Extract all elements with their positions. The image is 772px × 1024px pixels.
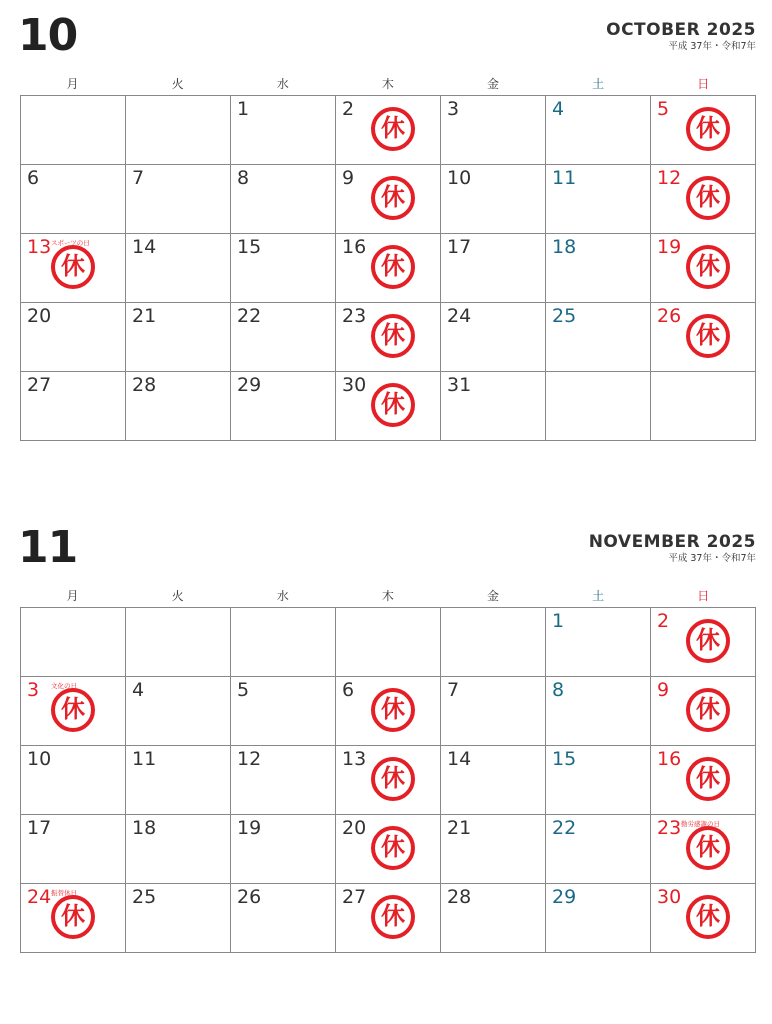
day-number: 19 [237, 817, 262, 839]
day-number: 12 [237, 748, 262, 770]
weekday-label: 金 [487, 589, 500, 603]
day-number: 8 [552, 679, 565, 701]
day-number: 2 [342, 98, 355, 120]
day-number: 23 [342, 305, 367, 327]
day-number: 5 [237, 679, 250, 701]
calendar-day-cell [126, 372, 231, 441]
calendar-day-cell [651, 746, 756, 815]
closed-day-mark: 休 [686, 895, 730, 939]
day-number: 1 [552, 610, 565, 632]
calendar-day-cell [651, 234, 756, 303]
calendar-day-cell [21, 677, 126, 746]
day-number: 10 [447, 167, 472, 189]
calendar-day-cell [231, 815, 336, 884]
day-number: 28 [132, 374, 157, 396]
day-number: 22 [552, 817, 577, 839]
calendar-day-cell [546, 608, 651, 677]
calendar-day-cell [231, 884, 336, 953]
calendar-day-cell [21, 303, 126, 372]
calendar-day-cell [546, 96, 651, 165]
month-title-en: NOVEMBER 2025 [588, 532, 756, 552]
day-number: 26 [237, 886, 262, 908]
day-number: 23 [657, 817, 682, 839]
weekday-label: 土 [592, 77, 605, 91]
calendar-day-cell [21, 815, 126, 884]
empty-cell [336, 608, 441, 677]
calendar-day-cell [21, 165, 126, 234]
day-number: 25 [552, 305, 577, 327]
calendar-day-cell [546, 884, 651, 953]
calendar-day-cell [441, 815, 546, 884]
empty-cell [126, 96, 231, 165]
day-number: 1 [237, 98, 250, 120]
day-number: 11 [132, 748, 157, 770]
calendar-day-cell [126, 677, 231, 746]
day-number: 16 [657, 748, 682, 770]
calendar-day-cell [651, 96, 756, 165]
day-number: 20 [342, 817, 367, 839]
calendar-day-cell [126, 303, 231, 372]
calendar-day-cell [21, 234, 126, 303]
holiday-name: スポーツの日 [51, 239, 90, 247]
day-number: 17 [447, 236, 472, 258]
closed-day-mark: 休 [371, 826, 415, 870]
day-number: 4 [552, 98, 565, 120]
calendar-day-cell [651, 677, 756, 746]
empty-cell [21, 608, 126, 677]
calendar-day-cell [336, 884, 441, 953]
holiday-name: 振替休日 [51, 889, 77, 897]
day-number: 15 [552, 748, 577, 770]
calendar-day-cell [231, 303, 336, 372]
closed-day-mark: 休 [686, 688, 730, 732]
calendar-day-cell [231, 96, 336, 165]
calendar-day-cell [126, 746, 231, 815]
day-number: 6 [342, 679, 355, 701]
closed-day-mark: 休 [371, 176, 415, 220]
calendar-day-cell [651, 884, 756, 953]
calendar-day-cell [231, 372, 336, 441]
month-number: 11 [18, 522, 78, 573]
day-number: 19 [657, 236, 682, 258]
calendar-day-cell [651, 303, 756, 372]
closed-day-mark: 休 [686, 107, 730, 151]
calendar-day-cell [546, 746, 651, 815]
weekday-header [20, 587, 756, 605]
calendar-day-cell [336, 746, 441, 815]
day-number: 7 [447, 679, 460, 701]
weekday-header [20, 75, 756, 93]
calendar-day-cell [231, 677, 336, 746]
day-number: 24 [447, 305, 472, 327]
month-title-jp: 平成 37年・令和7年 [668, 553, 756, 564]
empty-cell [651, 372, 756, 441]
weekday-label: 月 [66, 589, 79, 603]
day-number: 3 [27, 679, 40, 701]
calendar-day-cell [336, 96, 441, 165]
empty-cell [441, 608, 546, 677]
closed-day-mark: 休 [686, 757, 730, 801]
month-title-jp: 平成 37年・令和7年 [668, 41, 756, 52]
calendar-day-cell [336, 303, 441, 372]
closed-day-mark: 休 [371, 688, 415, 732]
calendar-day-cell [126, 815, 231, 884]
calendar-day-cell [546, 165, 651, 234]
calendar-day-cell [546, 234, 651, 303]
day-number: 2 [657, 610, 670, 632]
calendar-day-cell [441, 303, 546, 372]
day-number: 12 [657, 167, 682, 189]
closed-day-mark: 休 [51, 245, 95, 289]
day-number: 5 [657, 98, 670, 120]
holiday-name: 勤労感謝の日 [681, 820, 720, 828]
closed-day-mark: 休 [51, 688, 95, 732]
day-number: 27 [342, 886, 367, 908]
calendar-day-cell [651, 815, 756, 884]
day-number: 30 [657, 886, 682, 908]
closed-day-mark: 休 [686, 245, 730, 289]
day-number: 21 [132, 305, 157, 327]
calendar-day-cell [441, 234, 546, 303]
day-number: 10 [27, 748, 52, 770]
weekday-label: 火 [171, 589, 184, 603]
day-number: 29 [237, 374, 262, 396]
calendar-day-cell [441, 746, 546, 815]
day-number: 17 [27, 817, 52, 839]
calendar-day-cell [441, 884, 546, 953]
calendar-day-cell [21, 372, 126, 441]
day-number: 25 [132, 886, 157, 908]
calendar-day-cell [231, 165, 336, 234]
calendar-day-cell [441, 165, 546, 234]
calendar-day-cell [546, 303, 651, 372]
day-number: 30 [342, 374, 367, 396]
calendar-day-cell [336, 234, 441, 303]
day-number: 24 [27, 886, 52, 908]
day-number: 14 [132, 236, 157, 258]
day-number: 20 [27, 305, 52, 327]
weekday-label: 水 [276, 77, 289, 91]
weekday-label: 木 [381, 77, 394, 91]
weekday-label: 月 [66, 77, 79, 91]
day-number: 29 [552, 886, 577, 908]
empty-cell [126, 608, 231, 677]
closed-day-mark: 休 [686, 826, 730, 870]
day-number: 28 [447, 886, 472, 908]
calendar-day-cell [231, 746, 336, 815]
calendar-day-cell [231, 234, 336, 303]
empty-cell [231, 608, 336, 677]
day-number: 31 [447, 374, 472, 396]
closed-day-mark: 休 [686, 176, 730, 220]
closed-day-mark: 休 [371, 383, 415, 427]
calendar-day-cell [546, 677, 651, 746]
calendar-day-cell [336, 815, 441, 884]
closed-day-mark: 休 [371, 107, 415, 151]
closed-day-mark: 休 [686, 314, 730, 358]
closed-day-mark: 休 [371, 757, 415, 801]
weekday-label: 水 [276, 589, 289, 603]
calendar-day-cell [441, 372, 546, 441]
calendar-day-cell [126, 165, 231, 234]
day-number: 18 [132, 817, 157, 839]
weekday-label: 土 [592, 589, 605, 603]
day-number: 27 [27, 374, 52, 396]
calendar-day-cell [21, 884, 126, 953]
day-number: 15 [237, 236, 262, 258]
weekday-label: 日 [697, 589, 710, 603]
empty-cell [21, 96, 126, 165]
closed-day-mark: 休 [371, 314, 415, 358]
day-number: 7 [132, 167, 145, 189]
calendar-day-cell [336, 677, 441, 746]
closed-day-mark: 休 [51, 895, 95, 939]
closed-day-mark: 休 [686, 619, 730, 663]
calendar-day-cell [336, 165, 441, 234]
calendar-day-cell [21, 746, 126, 815]
weekday-label: 火 [171, 77, 184, 91]
holiday-name: 文化の日 [51, 682, 77, 690]
calendar-day-cell [126, 884, 231, 953]
day-number: 4 [132, 679, 145, 701]
calendar-grid [20, 607, 756, 953]
day-number: 3 [447, 98, 460, 120]
day-number: 16 [342, 236, 367, 258]
day-number: 8 [237, 167, 250, 189]
day-number: 11 [552, 167, 577, 189]
day-number: 13 [342, 748, 367, 770]
day-number: 9 [342, 167, 355, 189]
month-title-en: OCTOBER 2025 [606, 20, 756, 40]
calendar-day-cell [126, 234, 231, 303]
closed-day-mark: 休 [371, 245, 415, 289]
day-number: 18 [552, 236, 577, 258]
day-number: 6 [27, 167, 40, 189]
calendar-day-cell [651, 165, 756, 234]
day-number: 21 [447, 817, 472, 839]
day-number: 13 [27, 236, 52, 258]
day-number: 22 [237, 305, 262, 327]
empty-cell [546, 372, 651, 441]
calendar-day-cell [441, 96, 546, 165]
day-number: 26 [657, 305, 682, 327]
calendar-day-cell [546, 815, 651, 884]
month-number: 10 [18, 10, 78, 61]
calendar-grid [20, 95, 756, 441]
calendar-day-cell [441, 677, 546, 746]
calendar-day-cell [651, 608, 756, 677]
closed-day-mark: 休 [371, 895, 415, 939]
calendar-day-cell [336, 372, 441, 441]
weekday-label: 日 [697, 77, 710, 91]
day-number: 14 [447, 748, 472, 770]
weekday-label: 金 [487, 77, 500, 91]
day-number: 9 [657, 679, 670, 701]
weekday-label: 木 [381, 589, 394, 603]
